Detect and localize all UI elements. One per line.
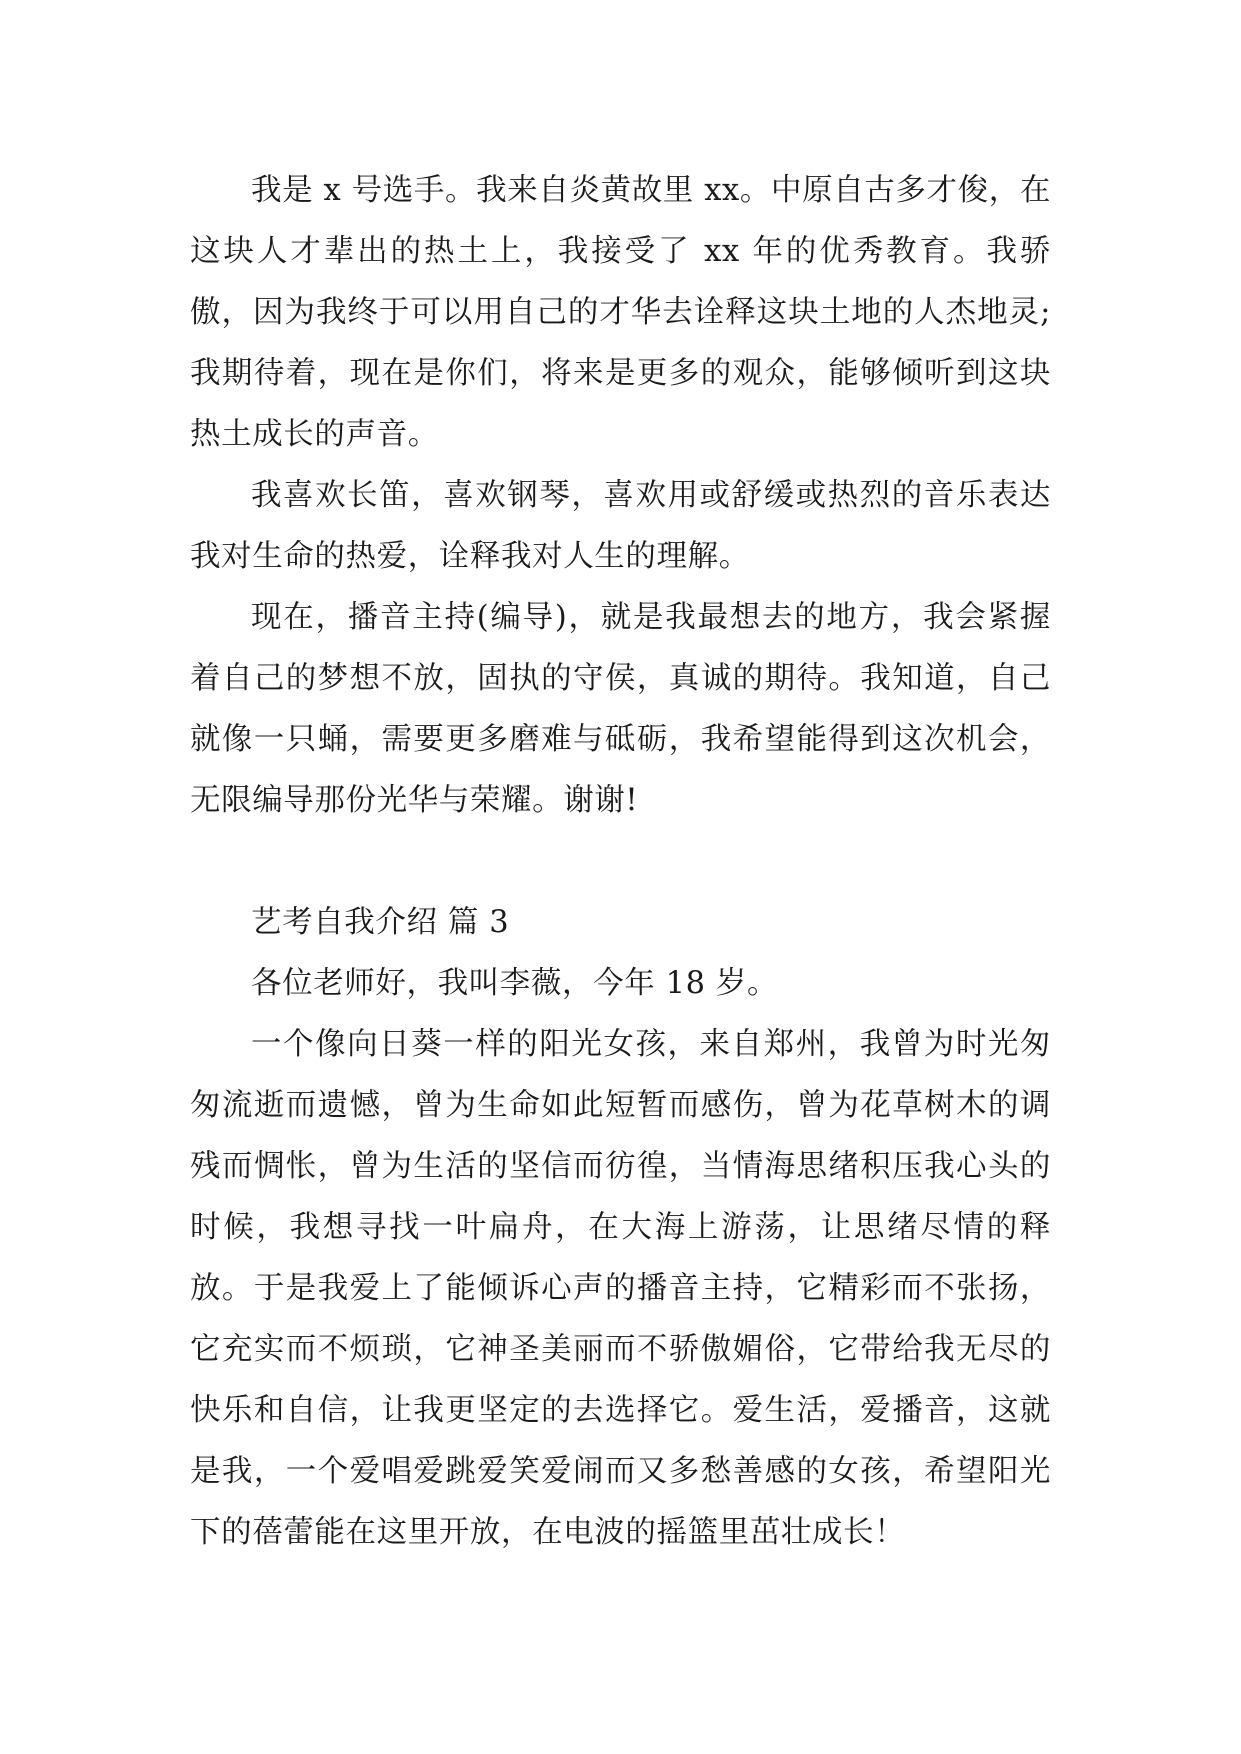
paragraph-sunflower-girl: 一个像向日葵一样的阳光女孩，来自郑州，我曾为时光匆匆流逝而遗憾，曾为生命如此短暂而感伤，曾为花草树木的调残而惆怅，曾为生活的坚信而彷徨，当情海思绪积压我心头的时候，我想寻找一叶扁舟，在大海上游荡，让思绪尽情的释放。于是我爱上了能倾诉心声的播音主持，它精彩而不张扬，它充实而不烦琐，它神圣美丽而不骄傲媚俗，它带给我无尽的快乐和自信，让我更坚定的去选择它。爱生活，爱播音，这就是我，一个爱唱爱跳爱笑爱闹而又多愁善感的女孩，希望阳光下的蓓蕾能在这里开放，在电波的摇篮里茁壮成长！ (190, 1027, 1051, 1550)
paragraph-music-hobby: 我喜欢长笛，喜欢钢琴，喜欢用或舒缓或热烈的音乐表达我对生命的热爱，诠释我对人生的理解。 (190, 478, 1051, 574)
section-spacer (190, 831, 1051, 892)
paragraph-broadcasting-goal: 现在，播音主持(编导)，就是我最想去的地方，我会紧握着自己的梦想不放，固执的守侯，真诚的期待。我知道，自己就像一只蛹，需要更多磨难与砥砺，我希望能得到这次机会，无限编导那份光华与荣耀。谢谢! (190, 600, 1051, 818)
section-heading: 艺考自我介绍 篇 3 (251, 905, 510, 940)
paragraph-contestant-intro: 我是 x 号选手。我来自炎黄故里 xx。中原自古多才俊，在这块人才辈出的热土上，我接受了 xx 年的优秀教育。我骄傲，因为我终于可以用自己的才华去诠释这块土地的人杰地灵;我期待着，现在是你们，将来是更多的观众，能够倾听到这块热土成长的声音。 (190, 173, 1051, 452)
paragraph-greeting: 各位老师好，我叫李薇，今年 18 岁。 (251, 966, 779, 1001)
